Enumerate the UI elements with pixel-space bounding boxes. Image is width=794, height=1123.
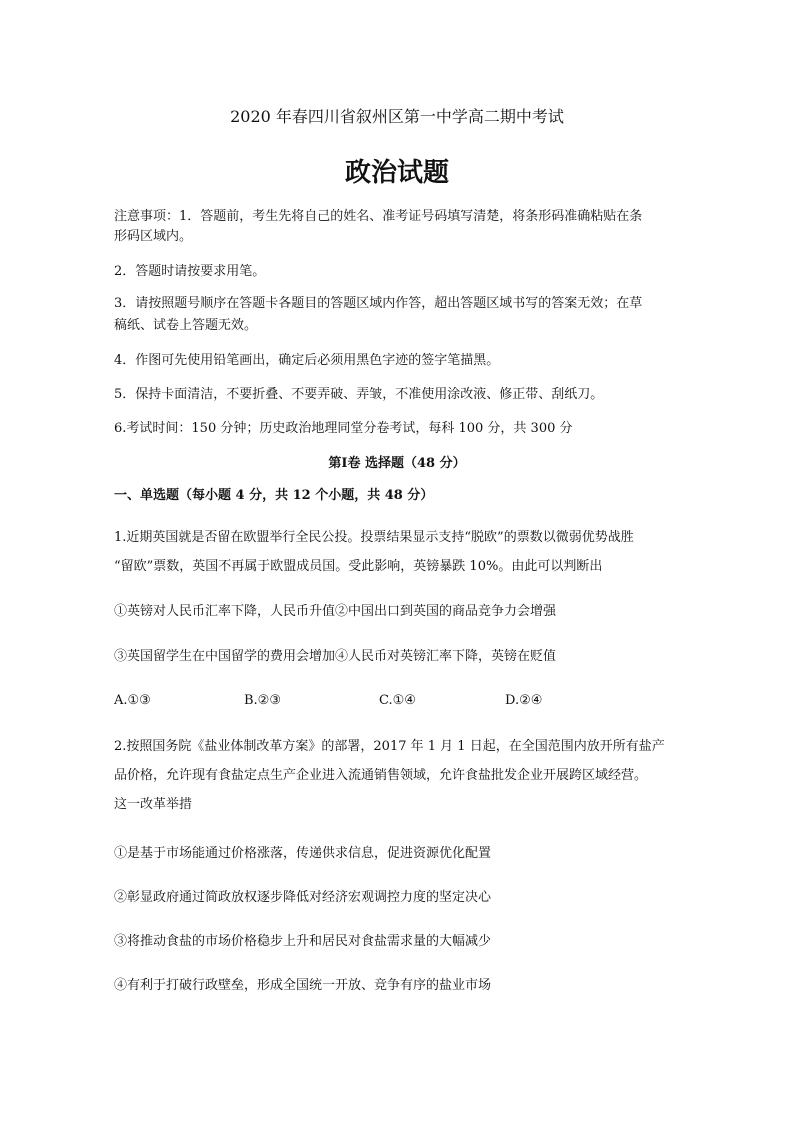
q1-statement-1-2: ①英镑对人民币汇率下降，人民币升值②中国出口到英国的商品竞争力会增强 — [114, 604, 557, 619]
notice-line-1b: 形码区域内。 — [114, 229, 193, 244]
q2-stem-line-1: 2.按照国务院《盐业体制改革方案》的部署，2017 年 1 月 1 日起，在全国范围内放开所有盐产 — [114, 739, 665, 754]
q1-option-a: A.①③ — [114, 693, 151, 708]
part-title: 一、单选题（每小题 4 分，共 12 个小题，共 48 分） — [114, 488, 434, 503]
q2-stem-line-3: 这一改革举措 — [114, 797, 193, 812]
q1-option-d: D.②④ — [505, 693, 543, 708]
q2-statement-1: ①是基于市场能通过价格涨落，传递供求信息，促进资源优化配置 — [114, 846, 492, 861]
notice-item-6: 6.考试时间：150 分钟；历史政治地理同堂分卷考试，每科 100 分，共 300 分 — [114, 421, 573, 436]
q1-option-c: C.①④ — [379, 693, 416, 708]
q1-stem-line-2: “留欧”票数，英国不再属于欧盟成员国。受此影响，英镑暴跌 10%。由此可以判断出 — [114, 559, 603, 574]
notice-line-1: 注意事项：1．答题前，考生先将自己的姓名、准考证号码填写清楚，将条形码准确粘贴在条 — [114, 209, 643, 224]
q2-statement-2: ②彰显政府通过简政放权逐步降低对经济宏观调控力度的坚定决心 — [114, 890, 492, 905]
q2-statement-4: ④有利于打破行政壁垒，形成全国统一开放、竞争有序的盐业市场 — [114, 978, 492, 993]
notice-item-3b: 稿纸、试卷上答题无效。 — [114, 318, 258, 333]
section-heading: 第Ⅰ卷 选择题（48 分） — [328, 456, 466, 471]
q1-statement-3-4: ③英国留学生在中国留学的费用会增加④人民币对英镑汇率下降，英镑在贬值 — [114, 649, 557, 664]
q1-stem-line-1: 1.近期英国就是否留在欧盟举行全民公投。投票结果显示支持“脱欧”的票数以微弱优势战胜 — [114, 530, 634, 545]
notice-item-5: 5．保持卡面清洁，不要折叠、不要弄破、弄皱，不准使用涂改液、修正带、刮纸刀。 — [114, 387, 604, 402]
q2-stem-line-2: 品价格，允许现有食盐定点生产企业进入流通销售领域，允许食盐批发企业开展跨区域经营。 — [114, 768, 648, 783]
notice-item-2: 2．答题时请按要求用笔。 — [114, 264, 266, 279]
q2-statement-3: ③将推动食盐的市场价格稳步上升和居民对食盐需求量的大幅减少 — [114, 934, 492, 949]
notice-item-4: 4．作图可先使用铅笔画出，确定后必须用黑色字迹的签字笔描黑。 — [114, 353, 500, 368]
exam-title: 2020 年春四川省叙州区第一中学高二期中考试 — [230, 107, 564, 126]
subject-title: 政治试题 — [344, 158, 449, 188]
notice-item-3a: 3．请按照题号顺序在答题卡各题目的答题区域内作答，超出答题区域书写的答案无效；在草 — [114, 296, 643, 311]
q1-option-b: B.②③ — [244, 693, 281, 708]
